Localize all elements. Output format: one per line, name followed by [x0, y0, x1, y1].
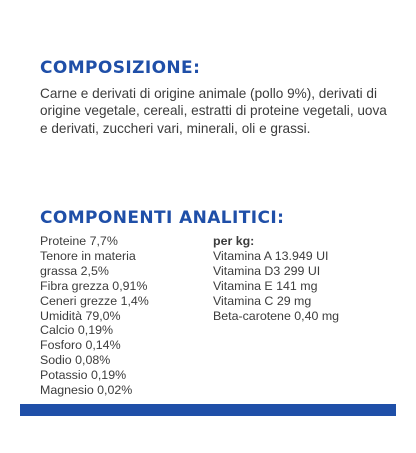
vitamin-list: [213, 234, 393, 323]
composition-text: Carne e derivati di origine animale (pollo 9%), derivati di origine vegetale, cereali, estratti di proteine vegetali, uova e derivati, zuccheri vari, minerali, oli e grassi.: [40, 86, 387, 136]
analytical-item: Sodio 0,08%: [40, 353, 111, 368]
per-kg-header: per kg:: [213, 234, 255, 248]
analytical-item: Fibra grezza 0,91%: [40, 278, 148, 293]
analytical-item: Calcio 0,19%: [40, 323, 114, 338]
analytical-item: Ceneri grezze 1,4%: [40, 293, 149, 308]
analytical-item: Potassio 0,19%: [40, 368, 127, 383]
vitamin-item: Vitamina C 29 mg: [213, 293, 312, 308]
analytical-item: Magnesio 0,02%: [40, 383, 133, 398]
composition-title: COMPOSIZIONE:: [40, 58, 201, 78]
analytical-components-title: COMPONENTI ANALITICI:: [40, 208, 285, 228]
analytical-item: Fosforo 0,14%: [40, 338, 121, 353]
vitamin-item: Vitamina A 13.949 UI: [213, 248, 329, 263]
vitamin-item: Vitamina D3 299 UI: [213, 263, 321, 278]
analytical-item: Proteine 7,7%: [40, 234, 118, 248]
analytical-list: [40, 234, 200, 398]
footer-bar: [20, 404, 396, 416]
vitamin-item: Vitamina E 141 mg: [213, 278, 318, 293]
analytical-item: Umidità 79,0%: [40, 308, 121, 323]
vitamin-item: Beta-carotene 0,40 mg: [213, 308, 340, 323]
analytical-item: Tenore in materia grassa 2,5%: [40, 248, 136, 278]
